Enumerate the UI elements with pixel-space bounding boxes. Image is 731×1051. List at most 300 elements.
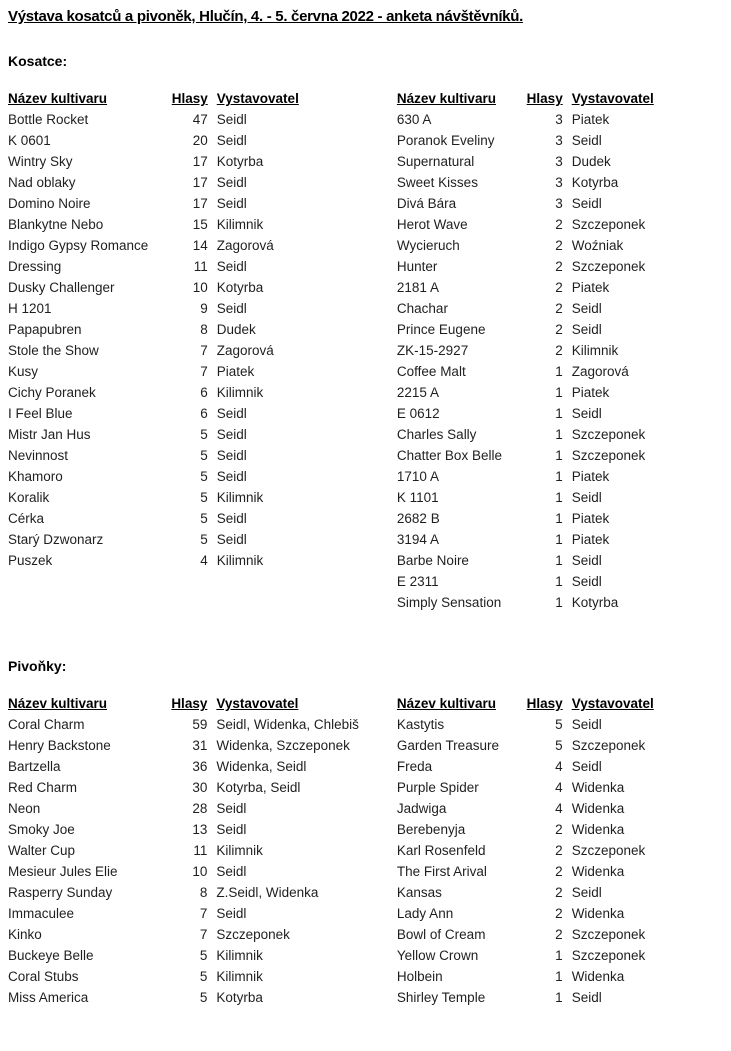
cultivar-name: Blankytne Nebo	[8, 217, 104, 232]
cultivar-name: 2682 B	[396, 511, 440, 526]
exhibitor-name: Kilimnik	[216, 490, 264, 505]
votes-value: 4	[555, 780, 563, 795]
table-row	[397, 903, 731, 924]
table-row	[397, 109, 731, 130]
votes-value: 11	[193, 843, 208, 858]
votes-value: 2	[555, 280, 563, 295]
table-row	[397, 151, 731, 172]
votes-value: 1	[555, 469, 563, 484]
cultivar-name: Rasperry Sunday	[8, 885, 113, 900]
votes-value: 5	[199, 948, 208, 963]
exhibitor-name: Seidl	[571, 574, 602, 589]
exhibitor-name: Szczeponek	[571, 948, 646, 963]
votes-value: 7	[200, 364, 208, 379]
column-header-votes: Hlasy	[526, 696, 563, 711]
cultivar-name: K 1101	[396, 490, 439, 505]
exhibitor-name: Piatek	[571, 112, 610, 127]
pivonky-tables	[8, 693, 731, 1008]
table-row	[397, 987, 731, 1008]
exhibitor-name: Seidl	[216, 427, 247, 442]
table-row	[8, 172, 397, 193]
table-row	[8, 151, 397, 172]
votes-value: 5	[199, 969, 208, 984]
cultivar-name: Supernatural	[396, 154, 475, 169]
table-row	[397, 777, 731, 798]
column-header-exhibitor: Vystavovatel	[216, 696, 299, 711]
table-row	[397, 735, 731, 756]
exhibitor-name: Zagorová	[216, 238, 274, 253]
cultivar-name: Freda	[396, 759, 433, 774]
cultivar-name: 630 A	[396, 112, 432, 127]
table-row	[8, 819, 397, 840]
exhibitor-name: Seidl	[571, 717, 602, 732]
votes-value: 1	[555, 595, 563, 610]
votes-value: 36	[192, 759, 208, 774]
table-row	[8, 466, 397, 487]
table-row	[397, 508, 731, 529]
votes-value: 9	[200, 301, 208, 316]
table-row	[8, 550, 397, 571]
column-header-exhibitor: Vystavovatel	[571, 91, 654, 106]
cultivar-name: Herot Wave	[396, 217, 468, 232]
votes-value: 20	[192, 133, 208, 148]
votes-value: 6	[200, 406, 208, 421]
cultivar-name: Immaculee	[8, 906, 75, 921]
table-row	[8, 130, 397, 151]
votes-value: 6	[200, 385, 208, 400]
exhibitor-name: Seidl	[216, 301, 247, 316]
exhibitor-name: Seidl	[571, 406, 602, 421]
cultivar-name: Bottle Rocket	[8, 112, 89, 127]
table-row	[397, 861, 731, 882]
cultivar-name: Mistr Jan Hus	[8, 427, 91, 442]
exhibitor-name: Kotyrba	[216, 154, 264, 169]
exhibitor-name: Kotyrba	[216, 990, 263, 1005]
votes-value: 5	[200, 511, 208, 526]
votes-value: 2	[555, 906, 563, 921]
votes-value: 2	[555, 343, 563, 358]
votes-value: 1	[555, 574, 563, 589]
exhibitor-name: Szczeponek	[571, 927, 646, 942]
cultivar-name: Garden Treasure	[396, 738, 499, 753]
exhibitor-name: Dudek	[571, 154, 611, 169]
table-row	[397, 882, 731, 903]
exhibitor-name: Seidl	[216, 175, 247, 190]
votes-value: 7	[199, 906, 208, 921]
section-heading-kosatce: Kosatce:	[8, 53, 68, 69]
table-row	[397, 487, 731, 508]
table-row	[397, 172, 731, 193]
exhibitor-name: Kilimnik	[216, 217, 264, 232]
cultivar-name: Mesieur Jules Elie	[8, 864, 118, 879]
votes-value: 3	[555, 196, 563, 211]
cultivar-name: Kansas	[396, 885, 442, 900]
table-row	[397, 714, 731, 735]
table-row	[8, 256, 397, 277]
votes-value: 1	[555, 948, 563, 963]
table-row	[8, 361, 397, 382]
table-row	[397, 571, 731, 592]
votes-value: 2	[555, 864, 563, 879]
table-row	[397, 819, 731, 840]
table-row	[397, 798, 731, 819]
table-header	[8, 693, 397, 714]
votes-value: 3	[555, 133, 563, 148]
exhibitor-name: Kotyrba, Seidl	[216, 780, 301, 795]
table-row	[8, 382, 397, 403]
table-row	[8, 861, 397, 882]
exhibitor-name: Seidl	[216, 822, 247, 837]
exhibitor-name: Kilimnik	[216, 553, 264, 568]
exhibitor-name: Szczeponek	[216, 927, 290, 942]
votes-value: 11	[193, 259, 208, 274]
cultivar-name: Chatter Box Belle	[396, 448, 502, 463]
cultivar-name: I Feel Blue	[8, 406, 73, 421]
table-row	[397, 361, 731, 382]
cultivar-name: Jadwiga	[396, 801, 447, 816]
exhibitor-name: Zagorová	[571, 364, 629, 379]
votes-value: 5	[200, 427, 208, 442]
exhibitor-name: Widenka, Szczeponek	[216, 738, 350, 753]
exhibitor-name: Kilimnik	[216, 948, 263, 963]
exhibitor-name: Szczeponek	[571, 217, 646, 232]
cultivar-name: Charles Sally	[396, 427, 477, 442]
exhibitor-name: Seidl	[216, 864, 247, 879]
exhibitor-name: Widenka, Seidl	[216, 759, 307, 774]
cultivar-name: Domino Noire	[8, 196, 91, 211]
kosatce-tables	[8, 88, 731, 613]
column-header-cultivar: Název kultivaru	[8, 696, 108, 711]
exhibitor-name: Seidl	[571, 885, 602, 900]
exhibitor-name: Widenka	[571, 801, 625, 816]
table-row	[8, 777, 397, 798]
votes-value: 5	[200, 532, 208, 547]
votes-value: 5	[199, 990, 208, 1005]
votes-value: 2	[555, 322, 563, 337]
cultivar-name: Dusky Challenger	[8, 280, 115, 295]
table-row	[8, 756, 397, 777]
exhibitor-name: Seidl	[571, 490, 602, 505]
cultivar-name: Simply Sensation	[396, 595, 502, 610]
cultivar-name: Walter Cup	[8, 843, 76, 858]
cultivar-name: Purple Spider	[396, 780, 479, 795]
table-header	[397, 693, 731, 714]
cultivar-name: Red Charm	[8, 780, 78, 795]
votes-value: 30	[192, 780, 208, 795]
cultivar-name: Coral Stubs	[8, 969, 79, 984]
exhibitor-name: Z.Seidl, Widenka	[216, 885, 319, 900]
cultivar-name: Shirley Temple	[396, 990, 486, 1005]
exhibitor-name: Szczeponek	[571, 259, 646, 274]
cultivar-name: Coffee Malt	[396, 364, 466, 379]
cultivar-name: Neon	[8, 801, 41, 816]
cultivar-name: 3194 A	[396, 532, 439, 547]
column-header-votes: Hlasy	[171, 91, 208, 106]
cultivar-name: 1710 A	[396, 469, 439, 484]
cultivar-name: Wintry Sky	[8, 154, 73, 169]
votes-value: 28	[192, 801, 208, 816]
table-row	[8, 235, 397, 256]
exhibitor-name: Seidl	[216, 196, 247, 211]
table-row	[397, 403, 731, 424]
exhibitor-name: Seidl	[216, 406, 247, 421]
exhibitor-name: Widenka	[571, 822, 625, 837]
column-header-exhibitor: Vystavovatel	[571, 696, 654, 711]
votes-value: 4	[555, 759, 563, 774]
votes-value: 2	[555, 217, 563, 232]
table-row	[397, 340, 731, 361]
table-row	[8, 109, 397, 130]
votes-value: 17	[192, 154, 208, 169]
table-row	[397, 277, 731, 298]
votes-value: 1	[555, 990, 563, 1005]
cultivar-name: Starý Dzwonarz	[8, 532, 104, 547]
exhibitor-name: Seidl	[216, 801, 247, 816]
table-row	[8, 924, 397, 945]
exhibitor-name: Zagorová	[216, 343, 274, 358]
exhibitor-name: Kilimnik	[216, 843, 263, 858]
kosatce-table-left	[8, 88, 397, 571]
table-row	[8, 714, 397, 735]
votes-value: 8	[199, 885, 208, 900]
cultivar-name: H 1201	[8, 301, 52, 316]
exhibitor-name: Szczeponek	[571, 843, 646, 858]
table-row	[397, 756, 731, 777]
table-header	[8, 88, 397, 109]
cultivar-name: Nevinnost	[8, 448, 69, 463]
exhibitor-name: Seidl	[216, 133, 247, 148]
cultivar-name: Smoky Joe	[8, 822, 75, 837]
cultivar-name: Kusy	[8, 364, 39, 379]
votes-value: 47	[192, 112, 208, 127]
exhibitor-name: Szczeponek	[571, 448, 646, 463]
cultivar-name: Nad oblaky	[8, 175, 76, 190]
cultivar-name: Bartzella	[8, 759, 61, 774]
cultivar-name: ZK-15-2927	[396, 343, 469, 358]
cultivar-name: Hunter	[396, 259, 438, 274]
table-row	[397, 945, 731, 966]
cultivar-name: Cérka	[8, 511, 45, 526]
cultivar-name: Papapubren	[8, 322, 82, 337]
votes-value: 10	[192, 280, 208, 295]
exhibitor-name: Widenka	[571, 780, 625, 795]
exhibitor-name: Seidl	[216, 906, 247, 921]
votes-value: 1	[555, 385, 563, 400]
table-row	[8, 319, 397, 340]
table-row	[8, 882, 397, 903]
table-row	[8, 340, 397, 361]
table-row	[397, 529, 731, 550]
table-row	[397, 424, 731, 445]
exhibitor-name: Kilimnik	[216, 385, 264, 400]
votes-value: 4	[200, 553, 208, 568]
votes-value: 8	[200, 322, 208, 337]
exhibitor-name: Woźniak	[571, 238, 624, 253]
cultivar-name: E 2311	[396, 574, 439, 589]
cultivar-name: Holbein	[396, 969, 443, 984]
section-heading-pivonky: Pivoňky:	[8, 658, 67, 674]
table-row	[397, 193, 731, 214]
table-row	[397, 966, 731, 987]
table-row	[397, 319, 731, 340]
exhibitor-name: Kotyrba	[571, 175, 619, 190]
votes-value: 31	[192, 738, 208, 753]
column-header-cultivar: Název kultivaru	[396, 696, 496, 711]
votes-value: 1	[555, 406, 563, 421]
exhibitor-name: Dudek	[216, 322, 256, 337]
cultivar-name: The First Arival	[396, 864, 487, 879]
votes-value: 13	[192, 822, 208, 837]
votes-value: 1	[555, 511, 563, 526]
votes-value: 3	[555, 112, 563, 127]
column-header-cultivar: Název kultivaru	[396, 91, 496, 106]
exhibitor-name: Seidl	[571, 553, 602, 568]
pivonky-table-left	[8, 693, 397, 1008]
votes-value: 1	[555, 969, 563, 984]
votes-value: 7	[199, 927, 208, 942]
exhibitor-name: Kilimnik	[571, 343, 619, 358]
table-row	[397, 235, 731, 256]
votes-value: 2	[555, 885, 563, 900]
votes-value: 5	[555, 717, 563, 732]
exhibitor-name: Seidl	[216, 112, 247, 127]
cultivar-name: E 0612	[396, 406, 440, 421]
table-row	[397, 130, 731, 151]
exhibitor-name: Piatek	[571, 280, 610, 295]
table-row	[397, 466, 731, 487]
cultivar-name: 2181 A	[396, 280, 439, 295]
votes-value: 5	[200, 448, 208, 463]
cultivar-name: Puszek	[8, 553, 53, 568]
table-row	[397, 214, 731, 235]
exhibitor-name: Kotyrba	[571, 595, 619, 610]
cultivar-name: Miss America	[8, 990, 89, 1005]
cultivar-name: Coral Charm	[8, 717, 85, 732]
table-row	[8, 529, 397, 550]
pivonky-table-right	[397, 693, 731, 1008]
cultivar-name: Lady Ann	[396, 906, 454, 921]
table-row	[8, 445, 397, 466]
cultivar-name: Koralik	[8, 490, 50, 505]
table-row	[8, 298, 397, 319]
cultivar-name: Indigo Gypsy Romance	[8, 238, 149, 253]
cultivar-name: 2215 A	[396, 385, 439, 400]
votes-value: 5	[200, 469, 208, 484]
exhibitor-name: Seidl	[571, 133, 602, 148]
votes-value: 5	[200, 490, 208, 505]
column-header-exhibitor: Vystavovatel	[216, 91, 299, 106]
table-row	[397, 924, 731, 945]
exhibitor-name: Piatek	[216, 364, 255, 379]
cultivar-name: Wycieruch	[396, 238, 460, 253]
table-row	[8, 193, 397, 214]
exhibitor-name: Seidl	[216, 448, 247, 463]
exhibitor-name: Seidl	[571, 196, 602, 211]
votes-value: 3	[555, 154, 563, 169]
votes-value: 1	[555, 448, 563, 463]
exhibitor-name: Seidl	[571, 990, 602, 1005]
votes-value: 2	[555, 238, 563, 253]
exhibitor-name: Widenka	[571, 969, 625, 984]
cultivar-name: Chachar	[396, 301, 448, 316]
cultivar-name: Dressing	[8, 259, 62, 274]
exhibitor-name: Seidl	[216, 511, 247, 526]
votes-value: 1	[555, 553, 563, 568]
column-header-votes: Hlasy	[526, 91, 563, 106]
votes-value: 14	[192, 238, 208, 253]
table-row	[8, 403, 397, 424]
exhibitor-name: Kotyrba	[216, 280, 264, 295]
exhibitor-name: Piatek	[571, 511, 610, 526]
table-row	[8, 987, 397, 1008]
exhibitor-name: Piatek	[571, 469, 610, 484]
votes-value: 1	[555, 364, 563, 379]
exhibitor-name: Piatek	[571, 532, 610, 547]
cultivar-name: Kinko	[8, 927, 42, 942]
exhibitor-name: Seidl	[216, 469, 247, 484]
kosatce-table-right	[397, 88, 731, 613]
table-row	[397, 550, 731, 571]
cultivar-name: Stole the Show	[8, 343, 99, 358]
votes-value: 2	[555, 259, 563, 274]
votes-value: 2	[555, 822, 563, 837]
cultivar-name: Sweet Kisses	[396, 175, 478, 190]
cultivar-name: Poranok Eveliny	[396, 133, 495, 148]
table-row	[8, 735, 397, 756]
votes-value: 2	[555, 301, 563, 316]
table-row	[8, 277, 397, 298]
votes-value: 2	[555, 843, 563, 858]
table-row	[397, 256, 731, 277]
votes-value: 1	[555, 532, 563, 547]
table-row	[397, 592, 731, 613]
exhibitor-name: Seidl	[216, 259, 247, 274]
cultivar-name: Divá Bára	[396, 196, 457, 211]
votes-value: 3	[555, 175, 563, 190]
votes-value: 5	[555, 738, 563, 753]
table-row	[397, 382, 731, 403]
cultivar-name: Bowl of Cream	[396, 927, 486, 942]
cultivar-name: Khamoro	[8, 469, 63, 484]
exhibitor-name: Seidl	[216, 532, 247, 547]
table-row	[8, 487, 397, 508]
votes-value: 15	[192, 217, 208, 232]
exhibitor-name: Seidl	[571, 759, 602, 774]
cultivar-name: Berebenyja	[396, 822, 466, 837]
votes-value: 10	[192, 864, 208, 879]
votes-value: 7	[200, 343, 208, 358]
votes-value: 1	[555, 490, 563, 505]
cultivar-name: Kastytis	[396, 717, 445, 732]
cultivar-name: Henry Backstone	[8, 738, 111, 753]
exhibitor-name: Seidl	[571, 301, 602, 316]
table-row	[8, 945, 397, 966]
table-row	[8, 903, 397, 924]
table-row	[8, 966, 397, 987]
exhibitor-name: Widenka	[571, 864, 625, 879]
votes-value: 17	[192, 175, 208, 190]
cultivar-name: Buckeye Belle	[8, 948, 94, 963]
cultivar-name: Yellow Crown	[396, 948, 479, 963]
table-row	[397, 840, 731, 861]
page-title: Výstava kosatců a pivoněk, Hlučín, 4. - 5. června 2022 - anketa návštěvníků.	[8, 8, 523, 25]
cultivar-name: K 0601	[8, 133, 51, 148]
cultivar-name: Prince Eugene	[396, 322, 486, 337]
cultivar-name: Karl Rosenfeld	[396, 843, 486, 858]
table-row	[8, 424, 397, 445]
votes-value: 59	[192, 717, 208, 732]
table-row	[397, 445, 731, 466]
